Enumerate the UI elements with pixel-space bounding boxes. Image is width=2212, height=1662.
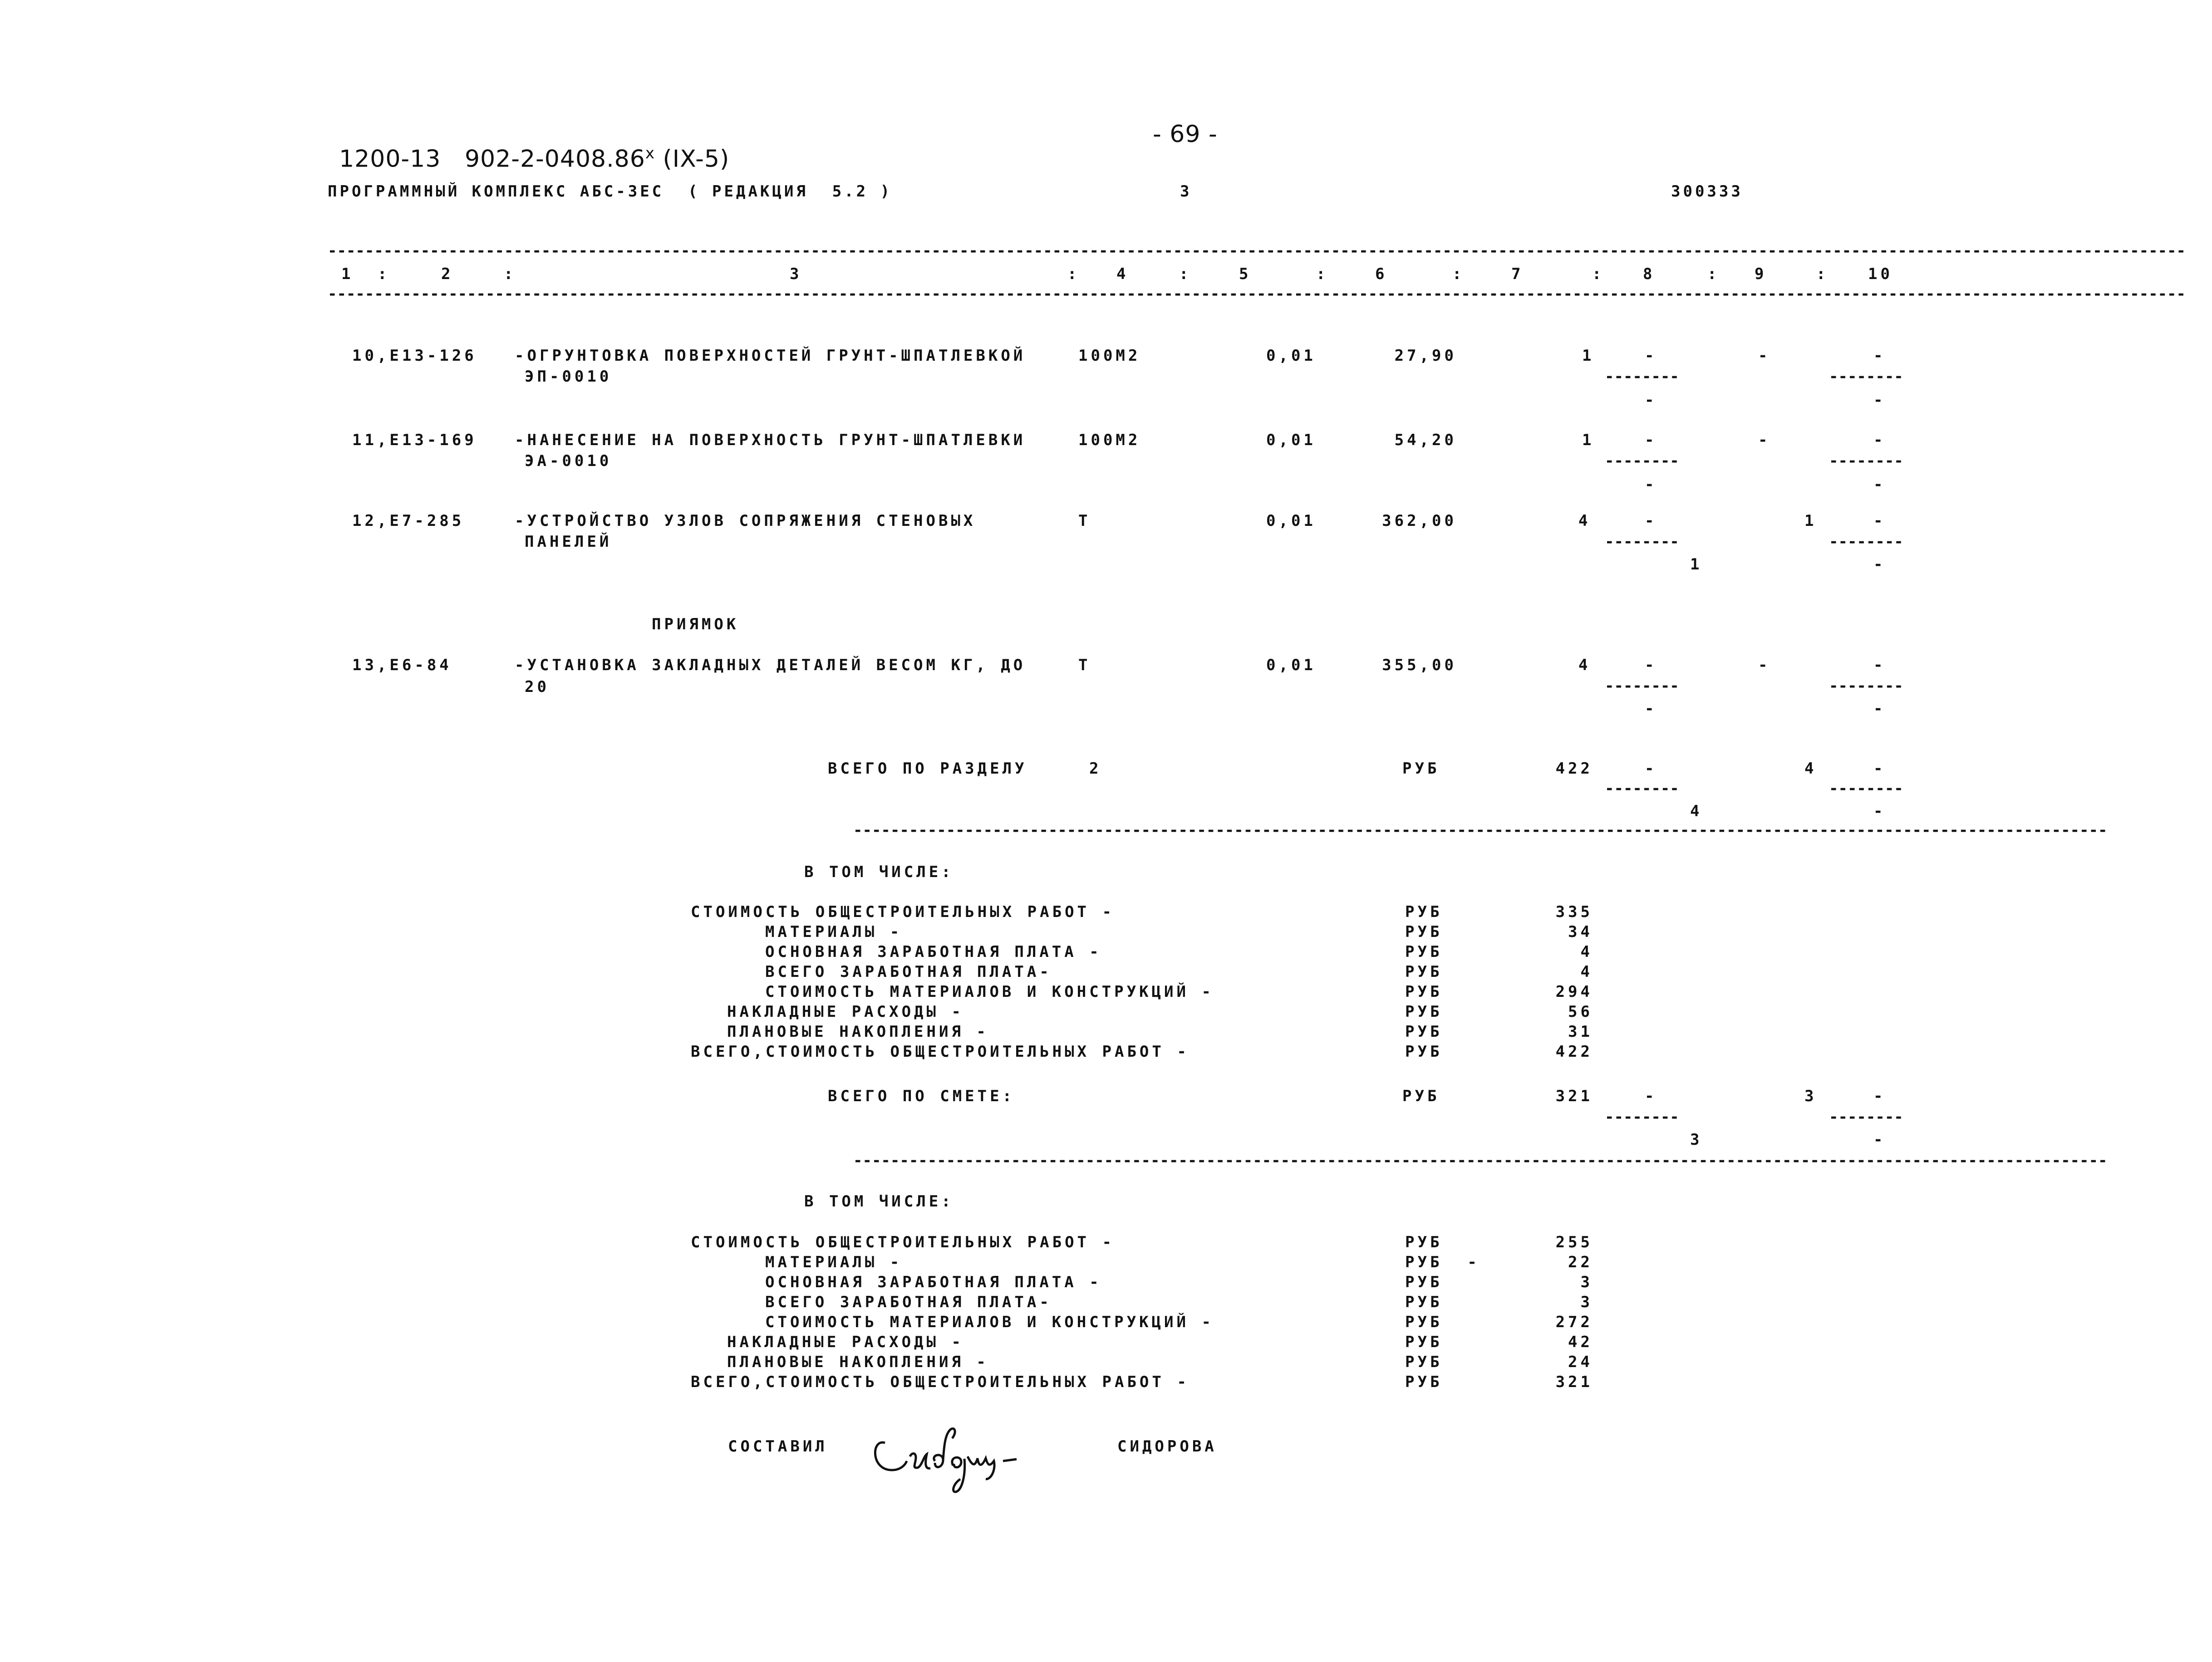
breakdown-value: 335 [1555, 903, 1593, 921]
estimate-total-label: ВСЕГО ПО СМЕТЕ: [828, 1087, 1015, 1105]
program-name: ПРОГРАММНЫЙ КОМПЛЕКС АБС-3ЕС ( РЕДАКЦИЯ 5.2 ) [328, 182, 893, 201]
row-price: 54,20 [1394, 431, 1457, 449]
breakdown-unit: РУБ [1405, 1273, 1443, 1291]
col-sep: : [1179, 265, 1192, 283]
breakdown-unit: РУБ - [1405, 1253, 1480, 1271]
row-c10-bot: - [1873, 700, 1886, 718]
breakdown-unit: РУБ [1405, 1233, 1443, 1251]
row-c10-bot: - [1873, 476, 1886, 494]
col-head-8: 8 [1643, 265, 1656, 283]
sheet-number: 3 [1180, 182, 1192, 201]
row-c8-bot: - [1645, 700, 1657, 718]
page-number: - 69 - [1153, 121, 1218, 148]
row-qty: 0,01 [1266, 347, 1316, 365]
row-c9: - [1758, 656, 1771, 674]
doc-code: 902-2-0408.86 [464, 145, 645, 173]
doc-revision: (IX-5) [663, 145, 730, 173]
estimate-total-c8-bot: 3 [1690, 1131, 1703, 1149]
row-c10-top: - [1873, 656, 1886, 674]
breakdown-label: ВСЕГО ЗАРАБОТНАЯ ПЛАТА- [765, 963, 1052, 981]
breakdown-value: 22 [1568, 1253, 1593, 1271]
table-top-rule: -------------------------------------------------------------------------------------------------------------------------------------------------------------------------------------------------------- [328, 242, 2186, 260]
breakdown-unit: РУБ [1405, 1293, 1443, 1311]
row-c8-top: - [1645, 431, 1657, 449]
row-c7: 1 [1582, 347, 1595, 365]
row-c9: - [1758, 431, 1771, 449]
estimate-total-rule: --------------------------------------------------------------------------------------------------------------------------------------- [853, 1152, 2108, 1170]
breakdown-value: 3 [1580, 1293, 1593, 1311]
breakdown-label: ВСЕГО ЗАРАБОТНАЯ ПЛАТА- [765, 1293, 1052, 1311]
composer-name: СИДОРОВА [1117, 1437, 1217, 1456]
breakdown-label: СТОИМОСТЬ ОБЩЕСТРОИТЕЛЬНЫХ РАБОТ - [691, 1233, 1115, 1251]
breakdown-unit: РУБ [1405, 1003, 1443, 1021]
row-c10-bot: - [1873, 555, 1886, 574]
section-total-c10-top: - [1873, 760, 1886, 778]
breakdown-label: СТОИМОСТЬ МАТЕРИАЛОВ И КОНСТРУКЦИЙ - [765, 1313, 1214, 1331]
row-c7: 4 [1578, 512, 1591, 530]
estimate-total-amount: 321 [1555, 1087, 1593, 1105]
section-total-c8-top: - [1645, 760, 1657, 778]
signature [867, 1411, 1039, 1497]
estimate-total-unit: РУБ [1402, 1087, 1440, 1105]
row-c9: - [1758, 347, 1771, 365]
breakdown-label: СТОИМОСТЬ ОБЩЕСТРОИТЕЛЬНЫХ РАБОТ - [691, 903, 1115, 921]
row-c10-rule: -------- [1829, 677, 1903, 695]
breakdown-value: 3 [1580, 1273, 1593, 1291]
breakdown-value: 272 [1555, 1313, 1593, 1331]
row-price: 355,00 [1382, 656, 1457, 674]
row-c8-top: - [1645, 656, 1657, 674]
col-sep: : [1067, 265, 1080, 283]
row-c8-bot: - [1645, 476, 1657, 494]
row-code: 10,Е13-126 [352, 347, 477, 365]
breakdown-label: ОСНОВНАЯ ЗАРАБОТНАЯ ПЛАТА - [765, 943, 1102, 961]
estimate-total-c10-rule: -------- [1829, 1108, 1903, 1126]
section-total-rule: --------------------------------------------------------------------------------------------------------------------------------------- [853, 821, 2108, 839]
row-description-cont: ЭП-0010 [525, 368, 612, 386]
breakdown-label: ВСЕГО,СТОИМОСТЬ ОБЩЕСТРОИТЕЛЬНЫХ РАБОТ - [691, 1373, 1190, 1391]
row-code: 13,Е6-84 [352, 656, 452, 674]
col-sep: : [1707, 265, 1720, 283]
row-c10-top: - [1873, 512, 1886, 530]
row-price: 27,90 [1394, 347, 1457, 365]
section-total-amount: 422 [1555, 760, 1593, 778]
row-price: 362,00 [1382, 512, 1457, 530]
section-total-c10-bot: - [1873, 802, 1886, 820]
breakdown-unit: РУБ [1405, 1043, 1443, 1061]
breakdown-label: НАКЛАДНЫЕ РАСХОДЫ - [727, 1333, 964, 1351]
estimate-total-c10-bot: - [1873, 1131, 1886, 1149]
row-c10-rule: -------- [1829, 368, 1903, 386]
row-description: -УСТРОЙСТВО УЗЛОВ СОПРЯЖЕНИЯ СТЕНОВЫХ [515, 512, 976, 530]
breakdown-label: НАКЛАДНЫЕ РАСХОДЫ - [727, 1003, 964, 1021]
row-c9: 1 [1804, 512, 1817, 530]
breakdown-value: 4 [1580, 943, 1593, 961]
breakdown-value: 56 [1568, 1003, 1593, 1021]
row-description-cont: ПАНЕЛЕЙ [525, 533, 612, 551]
col-head-7: 7 [1511, 265, 1524, 283]
row-c10-top: - [1873, 431, 1886, 449]
breakdown-unit: РУБ [1405, 963, 1443, 981]
section-incl-label: В ТОМ ЧИСЛЕ: [804, 863, 954, 881]
doc-superscript: х [645, 144, 655, 162]
section-total-num: 2 [1089, 760, 1102, 778]
row-c8-top: - [1645, 512, 1657, 530]
section-title: ПРИЯМОК [652, 615, 739, 633]
col-head-1: 1 [341, 265, 354, 283]
table-header-rule: -------------------------------------------------------------------------------------------------------------------------------------------------------------------------------------------------------- [328, 285, 2186, 303]
row-c8-rule: -------- [1605, 677, 1679, 695]
col-sep: : [504, 265, 516, 283]
breakdown-value: 321 [1555, 1373, 1593, 1391]
estimate-total-c10-top: - [1873, 1087, 1886, 1105]
doc-left-code: 1200-13 [339, 145, 441, 173]
col-head-9: 9 [1755, 265, 1767, 283]
col-sep: : [378, 265, 390, 283]
breakdown-value: 294 [1555, 983, 1593, 1001]
breakdown-label: ОСНОВНАЯ ЗАРАБОТНАЯ ПЛАТА - [765, 1273, 1102, 1291]
col-head-2: 2 [441, 265, 454, 283]
document-number [323, 117, 729, 172]
estimate-total-c8-rule: -------- [1605, 1108, 1679, 1126]
section-total-unit: РУБ [1402, 760, 1440, 778]
row-c8-rule: -------- [1605, 533, 1679, 551]
row-description: -НАНЕСЕНИЕ НА ПОВЕРХНОСТЬ ГРУНТ-ШПАТЛЕВКИ [515, 431, 1026, 449]
row-code: 11,Е13-169 [352, 431, 477, 449]
row-unit: 100М2 [1078, 347, 1141, 365]
row-c8-bot: 1 [1690, 555, 1703, 574]
breakdown-unit: РУБ [1405, 1333, 1443, 1351]
breakdown-unit: РУБ [1405, 943, 1443, 961]
breakdown-label: ПЛАНОВЫЕ НАКОПЛЕНИЯ - [727, 1353, 989, 1371]
row-description-cont: 20 [525, 678, 550, 696]
breakdown-unit: РУБ [1405, 1373, 1443, 1391]
col-sep: : [1316, 265, 1329, 283]
breakdown-value: 34 [1568, 923, 1593, 941]
row-c8-rule: -------- [1605, 368, 1679, 386]
breakdown-unit: РУБ [1405, 1353, 1443, 1371]
row-qty: 0,01 [1266, 512, 1316, 530]
row-description-cont: ЭА-0010 [525, 452, 612, 470]
breakdown-label: МАТЕРИАЛЫ - [765, 923, 903, 941]
section-total-c8-rule: -------- [1605, 780, 1679, 798]
row-description: -ОГРУНТОВКА ПОВЕРХНОСТЕЙ ГРУНТ-ШПАТЛЕВКОЙ [515, 347, 1026, 365]
row-c7: 4 [1578, 656, 1591, 674]
section-total-label: ВСЕГО ПО РАЗДЕЛУ [828, 760, 1027, 778]
row-c10-bot: - [1873, 391, 1886, 409]
row-c8-bot: - [1645, 391, 1657, 409]
row-unit: 100М2 [1078, 431, 1141, 449]
breakdown-value: 255 [1555, 1233, 1593, 1251]
row-c8-top: - [1645, 347, 1657, 365]
breakdown-unit: РУБ [1405, 1313, 1443, 1331]
composed-by-label: СОСТАВИЛ [728, 1437, 828, 1456]
row-qty: 0,01 [1266, 656, 1316, 674]
row-c10-top: - [1873, 347, 1886, 365]
section-total-c9: 4 [1804, 760, 1817, 778]
breakdown-value: 31 [1568, 1023, 1593, 1041]
program-code: 300333 [1671, 182, 1743, 201]
col-head-6: 6 [1375, 265, 1388, 283]
breakdown-value: 4 [1580, 963, 1593, 981]
row-c10-rule: -------- [1829, 452, 1903, 470]
breakdown-label: ВСЕГО,СТОИМОСТЬ ОБЩЕСТРОИТЕЛЬНЫХ РАБОТ - [691, 1043, 1190, 1061]
estimate-incl-label: В ТОМ ЧИСЛЕ: [804, 1192, 954, 1211]
row-unit: Т [1078, 656, 1091, 674]
col-sep: : [1592, 265, 1605, 283]
col-head-4: 4 [1116, 265, 1129, 283]
row-code: 12,Е7-285 [352, 512, 465, 530]
row-c8-rule: -------- [1605, 452, 1679, 470]
row-c7: 1 [1582, 431, 1595, 449]
breakdown-unit: РУБ [1405, 923, 1443, 941]
breakdown-unit: РУБ [1405, 1023, 1443, 1041]
col-head-5: 5 [1239, 265, 1252, 283]
row-qty: 0,01 [1266, 431, 1316, 449]
breakdown-value: 422 [1555, 1043, 1593, 1061]
breakdown-label: МАТЕРИАЛЫ - [765, 1253, 903, 1271]
breakdown-unit: РУБ [1405, 903, 1443, 921]
col-sep: : [1452, 265, 1465, 283]
estimate-total-c9: 3 [1804, 1087, 1817, 1105]
breakdown-label: СТОИМОСТЬ МАТЕРИАЛОВ И КОНСТРУКЦИЙ - [765, 983, 1214, 1001]
breakdown-unit: РУБ [1405, 983, 1443, 1001]
signature-image [867, 1411, 1039, 1497]
section-total-c10-rule: -------- [1829, 780, 1903, 798]
row-unit: Т [1078, 512, 1091, 530]
row-c10-rule: -------- [1829, 533, 1903, 551]
breakdown-label: ПЛАНОВЫЕ НАКОПЛЕНИЯ - [727, 1023, 989, 1041]
col-head-3: 3 [790, 265, 802, 283]
section-total-c8-bot: 4 [1690, 802, 1703, 820]
col-head-10: 10 [1868, 265, 1893, 283]
breakdown-value: 24 [1568, 1353, 1593, 1371]
row-description: -УСТАНОВКА ЗАКЛАДНЫХ ДЕТАЛЕЙ ВЕСОМ КГ, ДО [515, 656, 1026, 674]
estimate-total-c8-top: - [1645, 1087, 1657, 1105]
col-sep: : [1816, 265, 1829, 283]
breakdown-value: 42 [1568, 1333, 1593, 1351]
